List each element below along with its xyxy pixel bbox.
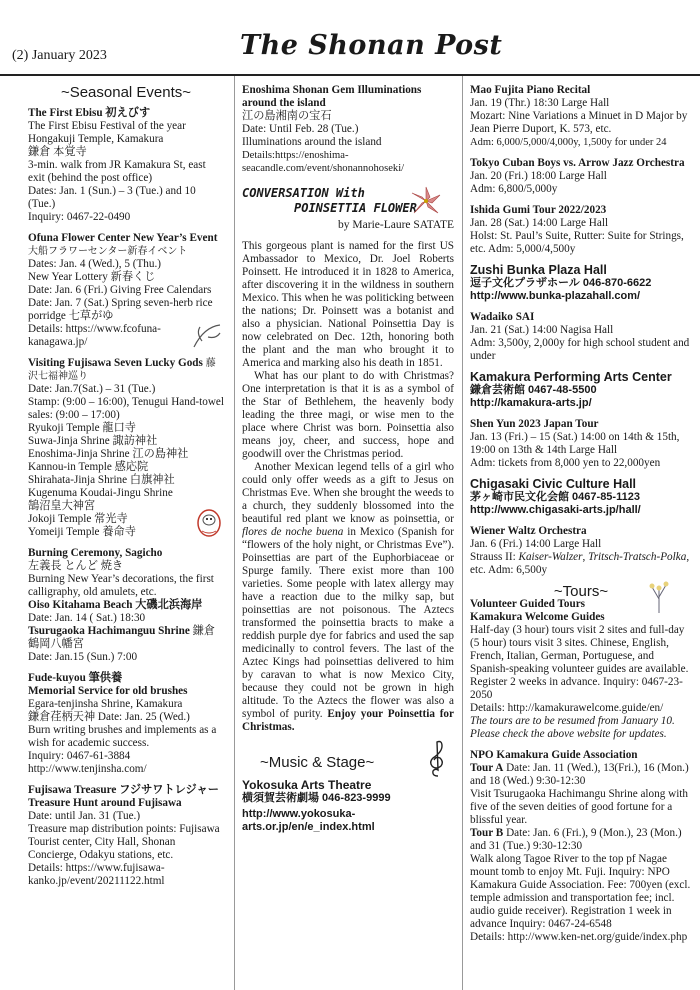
event-line: Inquiry: 0467-61-3884: [28, 750, 131, 762]
header-rule: [0, 74, 700, 76]
masthead: The Shonan Post: [240, 30, 503, 61]
enoshima-event: [242, 84, 454, 175]
tour-line: [470, 827, 692, 853]
venue-name: Kamakura Performing Arts Center: [470, 370, 672, 384]
event-fujisawa-treasure: [28, 784, 224, 888]
line-text: , etc. Adm: 6,500y: [470, 551, 690, 576]
event-line: Date: until Jan. 31 (Tue.): [28, 810, 141, 822]
venue-url[interactable]: http://www.chigasaki-arts.jp/hall/: [470, 504, 641, 516]
tour-line: Details: http://www.ken-net.org/guide/index.php: [470, 931, 688, 943]
paragraph-text: in Mexico (Spanish for “flowers of the holy night, or Christmas Eve”). Poinsettias are part of the Euphorbiaceae or Spurge family. There exist more than 100 varieties. Some people with latex allergy may have a reaction due to the milky sap, but poinsettias are not poisonous. The Aztecs transformed the poinsettia bracts to make a reddish purple dye for fabrics and used the sap medicinally to control fevers. The last of the Aztec Kings had poinsettias delivered to him by caravan to what is now Mexico City, because they could not be grown in high altitude. To the Aztecs the flower was also a symbol of purity.: [242, 526, 454, 720]
event-wadaiko: [470, 311, 692, 363]
article-paragraph: [242, 461, 454, 734]
event-line: Adm: 6,000/5,000/4,000y, 1,500y for under 24: [470, 137, 667, 148]
seasonal-heading: ~Seasonal Events~: [60, 84, 192, 101]
event-line: 鎌倉荏柄天神 Date: Jan. 25 (Wed.): [28, 711, 190, 723]
event-line: http://www.tenjinsha.com/: [28, 763, 147, 775]
event-title: Wiener Waltz Orchestra: [470, 525, 587, 537]
event-burning: [28, 547, 224, 599]
article-paragraph: What has our plant to do with Christmas? One interpretation is that it is as a symbol of the Star of Bethlehem, the heavenly body leading the three magi, or wise men to the place where Christ was born. Poinsettia also means joy, cheer, and success, hope and goodwill over the Christmas period.: [242, 370, 454, 460]
event-mao-fujita: [470, 84, 692, 149]
event-line: The First Ebisu Festival of the year: [28, 120, 186, 132]
venue-chigasaki: [470, 478, 692, 517]
tour-subtitle: Kamakura Welcome Guides: [470, 611, 605, 623]
event-title: Oiso Kitahama Beach 大磯北浜海岸: [28, 599, 203, 611]
piece-title: Tritsch-Tratsch-Polka: [588, 551, 687, 563]
event-line: New Year Lottery 新春くじ: [28, 271, 156, 283]
event-title: Enoshima Shonan Gem Illuminations around the island: [242, 84, 422, 109]
venue-phone: 逗子文化プラザホール 046-870-6622: [470, 277, 652, 289]
event-line: Burning New Year’s decorations, the first calligraphy, old amulets, etc.: [28, 573, 214, 598]
event-line: 鵠沼皇大神宮: [28, 500, 96, 512]
event-line: Kannou-in Temple 感応院: [28, 461, 149, 473]
venue-url[interactable]: http://www.yokosuka-arts.or.jp/en/e_index.html: [242, 808, 375, 833]
venue-name: Zushi Bunka Plaza Hall: [470, 263, 607, 277]
article-closing: Enjoy your Poinsettia for Christmas.: [242, 708, 454, 733]
event-line: Shirahata-Jinja Shrine 白旗神社: [28, 474, 175, 486]
music-heading: ~Music & Stage~: [260, 754, 375, 771]
event-title: Burning Ceremony, Sagicho: [28, 547, 163, 559]
event-tsurugaoka: [28, 625, 224, 664]
event-shen-yun: [470, 418, 692, 470]
event-title-jp: 大船フラワーセンター新春イベント: [28, 246, 188, 257]
tour-title: NPO Kamakura Guide Association: [470, 749, 638, 761]
event-line: Burn writing brushes and implements as a wish for academic success.: [28, 724, 217, 749]
tours-heading: ~Tours~: [553, 583, 609, 600]
tour-line: Walk along Tagoe River to the top pf Nagae mount tomb to enjoy Mt. Fuji. Inquiry: NPO Kamakura Guide Association. Fee: 700yen (excl. temple admission and transportation fee; incl. audio guide receiver). Registration 1 week in advance Inquiry: 0467-24-6548: [470, 853, 691, 930]
tour-line: Details: http://kamakurawelcome.guide/en/: [470, 702, 664, 714]
flower-sprig-icon: [646, 579, 672, 615]
event-line: Date: Jan.15 (Sun.) 7:00: [28, 651, 138, 663]
event-line: Adm: 6,800/5,000y: [470, 183, 558, 195]
event-line: Stamp: (9:00 – 16:00), Tenugui Hand-towel sales: (9:00 – 17:00): [28, 396, 225, 421]
event-line: Jan. 20 (Fri.) 18:00 Large Hall: [470, 170, 607, 182]
event-wiener: [470, 525, 692, 577]
event-line: Details:https://enoshima-seacandle.com/event/shonannohoseki/: [242, 150, 405, 174]
event-line: Kugenuma Koudai-Jingu Shrine: [28, 487, 173, 499]
event-title: Tsurugaoka Hachimanguu Shrine: [28, 625, 190, 637]
tour-note: The tours are to be resumed from January 10. Please check the above website for updates.: [470, 715, 675, 740]
article-column: [242, 80, 454, 834]
event-line: Egara-tenjinsha Shrine, Kamakura: [28, 698, 183, 710]
article-title: POINSETTIA FLOWER: [294, 201, 417, 215]
event-line: 鎌倉 本覚寺: [28, 146, 87, 158]
event-line: Jan. 13 (Fri.) – 15 (Sat.) 14:00 on 14th & 15th, 19:00 on 13th & 14th Large Hall: [470, 431, 680, 456]
venue-url[interactable]: http://www.bunka-plazahall.com/: [470, 290, 641, 302]
event-line: Jan. 19 (Thr.) 18:30 Large Hall: [470, 97, 610, 109]
event-line: Hongakuji Temple, Kamakura: [28, 133, 164, 145]
event-title: Ishida Gumi Tour 2022/2023: [470, 204, 607, 216]
paragraph-text: Another Mexican legend tells of a girl who could only offer weeds as a gift to Jesus on Christmas Eve. When she brought the weeds to a church, they suddenly blossomed into the beautiful red plant we know as poinsettia, or: [242, 461, 454, 525]
event-line: Date: Jan. 7 (Sat.) Spring seven-herb rice porridge 七草がゆ: [28, 297, 213, 322]
poinsettia-icon: [408, 185, 444, 217]
treble-clef-icon: [426, 738, 448, 778]
event-line: Date: Jan.7(Sat.) – 31 (Tue.): [28, 383, 156, 395]
event-title-jp: 藤沢七福神巡り: [28, 358, 216, 382]
event-line: Jan. 28 (Sat.) 14:00 Large Hall: [470, 217, 609, 229]
event-line: [470, 551, 692, 577]
event-line: Details: https://www.fujisawa-kanko.jp/event/20211122.html: [28, 862, 165, 887]
event-line: Date: Until Feb. 28 (Tue.): [242, 123, 359, 135]
tour-line: Half-day (3 hour) tours visit 2 sites and full-day (5 hour) tours visit 3 sites. Chinese, English, French, Italian, German, Portuguese, and Spanish-speaking volunteer guides are available. Register 2 weeks in advance. Inquiry: 0467-23-2050: [470, 624, 689, 701]
event-line: Details: https://www.fcofuna-kanagawa.jp/: [28, 323, 161, 348]
venue-zushi: [470, 264, 692, 303]
event-line: Dates: Jan. 1 (Sun.) – 3 (Tue.) and 10 (Tue.): [28, 185, 196, 210]
herb-icon: [190, 323, 224, 349]
tours-section: [470, 585, 692, 944]
event-title-jp: 鎌倉鶴岡八幡宮: [28, 625, 216, 650]
event-title: Fujisawa Treasure フジサワトレジャー: [28, 784, 219, 796]
spanish-term: flores de noche buena: [242, 526, 344, 538]
event-fude-kuyou: [28, 672, 224, 776]
event-title-jp: 江の島湘南の宝石: [242, 110, 332, 122]
tour-date: Date: Jan. 11 (Wed.), 13(Fri.), 16 (Mon.) and 18 (Wed.) 9:30-12:30: [470, 762, 689, 787]
event-line: Mozart: Nine Variations a Minuet in D Major by Jean Pierre Duport, K. 573, etc.: [470, 110, 688, 135]
event-title: Fude-kuyou 筆供養: [28, 672, 123, 684]
event-title: Visiting Fujisawa Seven Lucky Gods: [28, 357, 203, 369]
line-text: ,: [582, 551, 589, 563]
article-title: CONVERSATION With: [242, 186, 365, 200]
article-byline: by Marie-Laure SATATE: [338, 219, 454, 231]
event-tokyo-cuban: [470, 157, 692, 196]
event-line: 左義長 とんど 焼き: [28, 560, 124, 572]
venue-name: Chigasaki Civic Culture Hall: [470, 477, 637, 491]
venue-name: Yokosuka Arts Theatre: [242, 778, 372, 792]
event-line: Adm: tickets from 8,000 yen to 22,000yen: [470, 457, 661, 469]
event-ebisu: [28, 107, 224, 224]
event-line: Jan. 21 (Sat.) 14:00 Nagisa Hall: [470, 324, 614, 336]
venue-phone: 鎌倉芸術館 0467-48-5500: [470, 384, 597, 396]
article-paragraph: This gorgeous plant is named for the first US Ambassador to Mexico, Dr. Joel Roberts Poinsett. He introduced it in 1828 to America, after discovering it in the wildness in southern Mexico. This when he was politicking between the nations; Dr. Poinsett was a botanist and also a physician. National Poinsettia Day is now celebrated on Dec. 12th, honoring both the plant and the man who brought it to America and marking also his death in 1851.: [242, 240, 454, 369]
event-line: Holst: St. Paul’s Suite, Rutter: Suite for Strings, etc. Adm: 5,000/4,500y: [470, 230, 684, 255]
event-line: Jokoji Temple 常光寺: [28, 513, 128, 525]
music-section: [242, 756, 454, 834]
event-title: Shen Yun 2023 Japan Tour: [470, 418, 599, 430]
event-line: 3-min. walk from JR Kamakura St, east exit (behind the post office): [28, 159, 206, 184]
tour-label: Tour B: [470, 827, 504, 839]
event-title: The First Ebisu 初えびす: [28, 107, 151, 119]
event-title: Wadaiko SAI: [470, 311, 535, 323]
event-subtitle: Treasure Hunt around Fujisawa: [28, 797, 182, 809]
event-fujisawa-gods: [28, 357, 224, 539]
event-line: Suwa-Jinja Shrine 諏訪神社: [28, 435, 158, 447]
column-divider: [234, 76, 235, 990]
tour-line: Visit Tsurugaoka Hachimangu Shrine along with five of the seven deities of good fortune for a blissful year.: [470, 788, 689, 826]
tour-title: Volunteer Guided Tours: [470, 598, 586, 610]
venue-phone: 茅ヶ崎市民文化会館 0467-85-1123: [470, 491, 640, 503]
event-line: Adm: 3,500y, 2,000y for high school student and under: [470, 337, 690, 362]
event-line: Illuminations around the island: [242, 136, 382, 148]
music-column: [470, 80, 692, 944]
line-text: Strauss II:: [470, 551, 519, 563]
tour-line: [470, 762, 692, 788]
article-body: [242, 240, 454, 734]
event-ofuna: [28, 232, 224, 349]
event-title: Mao Fujita Piano Recital: [470, 84, 591, 96]
event-oiso: [28, 599, 224, 625]
venue-kamakura: [470, 371, 692, 410]
event-line: Yomeiji Temple 養命寺: [28, 526, 136, 538]
event-line: Date: Jan. 14 ( Sat.) 18:30: [28, 612, 146, 624]
tour-label: Tour A: [470, 762, 504, 774]
column-divider: [462, 76, 463, 990]
venue-phone: 横須賀芸術劇場 046-823-9999: [242, 792, 391, 804]
event-line: Ryukoji Temple 龍口寺: [28, 422, 136, 434]
daruma-icon: [196, 507, 222, 537]
event-line: Treasure map distribution points: Fujisawa Tourist center, City Hall, Shonan Concierge, Odakyu stations, etc.: [28, 823, 220, 861]
seasonal-column: [28, 82, 224, 888]
event-line: Enoshima-Jinja Shrine 江の島神社: [28, 448, 189, 460]
event-line: Date: Jan. 6 (Fri.) Giving Free Calendars: [28, 284, 212, 296]
event-line: Inquiry: 0467-22-0490: [28, 211, 131, 223]
piece-title: Kaiser-Walzer: [518, 551, 583, 563]
event-ishida: [470, 204, 692, 256]
event-line: Jan. 6 (Fri.) 14:00 Large Hall: [470, 538, 602, 550]
issue-date: (2) January 2023: [12, 48, 107, 63]
article-header: [242, 187, 454, 232]
event-title: Ofuna Flower Center New Year’s Event: [28, 232, 218, 244]
venue-url[interactable]: http://kamakura-arts.jp/: [470, 397, 592, 409]
tour-date: Date: Jan. 6 (Fri.), 9 (Mon.), 23 (Mon.) and 31 (Tue.) 9:30-12:30: [470, 827, 682, 852]
event-title: Tokyo Cuban Boys vs. Arrow Jazz Orchestra: [470, 157, 685, 169]
event-subtitle: Memorial Service for old brushes: [28, 685, 188, 697]
event-line: Dates: Jan. 4 (Wed.), 5 (Thu.): [28, 258, 161, 270]
